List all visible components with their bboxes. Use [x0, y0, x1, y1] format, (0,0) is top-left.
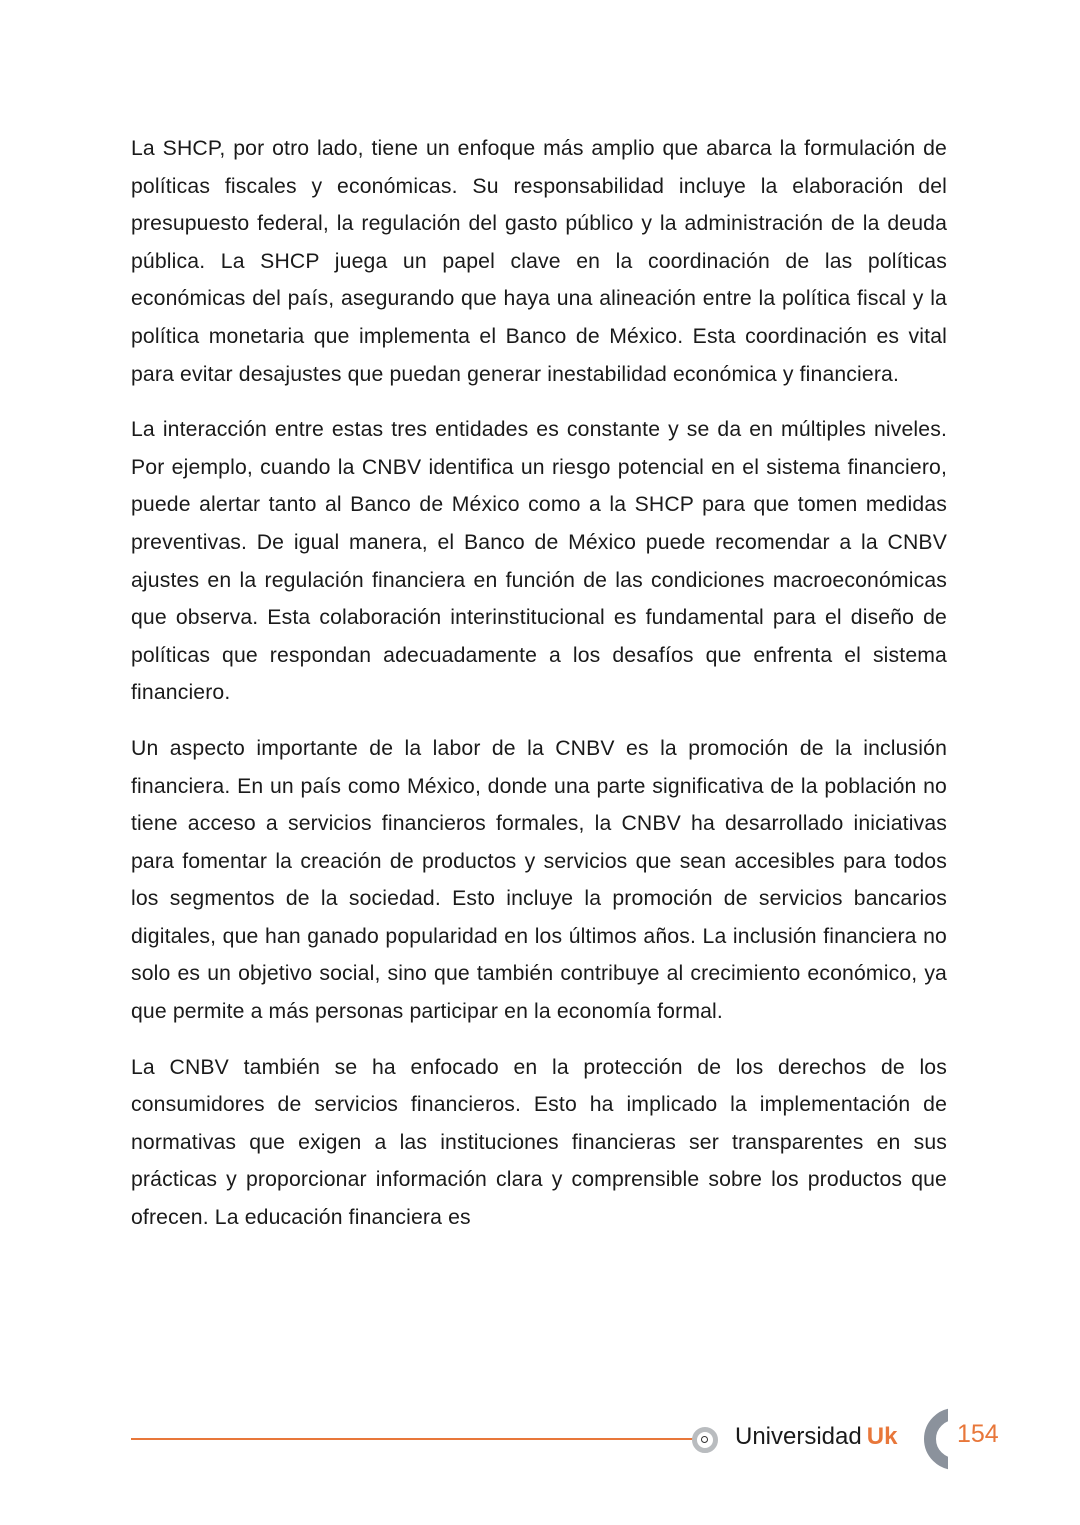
page-number: 154 [957, 1420, 999, 1448]
paragraph-interaccion: La interacción entre estas tres entidades es constante y se da en múltiples niveles. Por ejemplo, cuando la CNBV identifica un riesgo potencial en el sistema financiero, puede alertar tanto al Banco de México como a la SHCP para que tomen medidas preventivas. De igual manera, el Banco de México puede recomendar a la CNBV ajustes en la regulación financiera en función de las condiciones macroeconómicas que observa. Esta colaboración interinstitucional es fundamental para el diseño de políticas que respondan adecuadamente a los desafíos que enfrenta el sistema financiero. [131, 418, 947, 705]
footer-divider-line [131, 1438, 693, 1440]
target-circle-icon [692, 1427, 718, 1453]
paragraph-shcp: La SHCP, por otro lado, tiene un enfoque más amplio que abarca la formulación de políticas fiscales y económicas. Su responsabilidad incluye la elaboración del presupuesto federal, la regulación del gasto público y la administración de la deuda pública. La SHCP juega un papel clave en la coordinación de las políticas económicas del país, asegurando que haya una alineación entre la política fiscal y la política monetaria que implementa el Banco de México. Esta coordinación es vital para evitar desajustes que puedan generar inestabilidad económica y financiera. [131, 137, 947, 386]
brand-accent: Uk [866, 1423, 898, 1450]
paragraph-proteccion: La CNBV también se ha enfocado en la protección de los derechos de los consumidores de servicios financieros. Esto ha implicado la implementación de normativas que exigen a las instituciones financieras ser transparentes en sus prácticas y proporcionar información clara y comprensible sobre los productos que ofrecen. La educación financiera es [131, 1055, 947, 1230]
crescent-icon [924, 1408, 948, 1470]
page-footer [131, 1405, 1011, 1475]
paragraph-inclusion: Un aspecto importante de la labor de la CNBV es la promoción de la inclusión financiera. En un país como México, donde una parte significativa de la población no tiene acceso a servicios financieros formales, la CNBV ha desarrollado iniciativas para fomentar la creación de productos y servicios que sean accesibles para todos los segmentos de la sociedad. Esto incluye la promoción de servicios bancarios digitales, que han ganado popularidad en los últimos años. La inclusión financiera no solo es un objetivo social, sino que también contribuye al crecimiento económico, ya que permite a más personas participar en la economía formal. [131, 736, 947, 1024]
page-body [131, 130, 947, 1255]
brand-logo [735, 1423, 897, 1451]
brand-name: Universidad [735, 1423, 862, 1450]
